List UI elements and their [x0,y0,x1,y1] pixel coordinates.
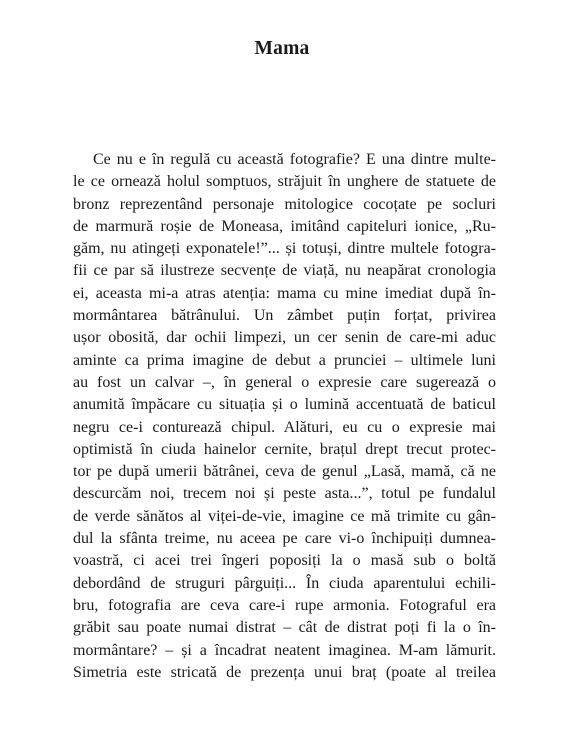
text-line: au fost un calvar –, în general o expresie care sugerează o [73,373,496,391]
text-line: bru, fotografia are ceva care-i rupe armonia. Fotograful era [73,596,496,614]
chapter-title: Mama [254,38,310,59]
text-line: le ce ornează holul somptuos, străjuit în unghere de statuete de [73,173,496,191]
text-line: de verde sănătos al viței-de-vie, imagine ce mă trimite cu gân- [73,507,496,525]
text-line: dul la sfânta treime, nu aceea pe care vi-o închipuiți dumnea- [73,530,496,548]
text-line: optimistă în ciuda hainelor cernite, brațul drept trecut protec- [73,440,496,458]
text-line: descurcăm noi, trecem noi și peste asta...”, totul pe fundalul [73,485,496,503]
text-line: anumită împăcare cu situația și o lumină accentuată de baticul [73,396,496,414]
body-text [73,149,496,684]
text-line: ușor obosită, dar ochii limpezi, un cer senin de care-mi aduc [73,329,496,347]
text-line: voastră, ci acei trei îngeri poposiți la o masă sub o boltă [73,552,496,570]
text-line: Simetria este stricată de prezența unui braț (poate al treilea [73,663,496,681]
text-line: mormântare? – și a încadrat neatent imaginea. M-am lămurit. [73,641,496,659]
text-line: bronz reprezentând personaje mitologice cocoțate pe socluri [73,195,496,213]
text-line: tor pe după umerii bătrânei, ceva de genul „Lasă, mamă, că ne [73,463,496,481]
text-line: grăbit sau poate numai distrat – cât de distrat poți fi la o în- [73,619,496,637]
text-line: de marmură roșie de Moneasa, imitând capiteluri ionice, „Ru- [73,217,496,235]
text-line: ei, aceasta mi-a atras atenția: mama cu mine imediat după în- [73,284,496,302]
text-line: mormântarea bătrânului. Un zâmbet puțin forțat, privirea [73,307,496,325]
text-line: debordând de struguri pârguiți... În ciuda aparentului echili- [73,574,496,592]
text-line: negru ce-i conturează chipul. Alături, eu cu o expresie mai [73,418,496,436]
text-line: găm, nu atingeți exponatele!”... și totuși, dintre multele fotogra- [73,240,496,258]
text-line: fii ce par să ilustreze secvențe de viață, nu neapărat cronologia [73,262,496,280]
text-line: aminte ca prima imagine de debut a pruncieі – ultimele luni [73,351,496,369]
text-line: Ce nu e în regulă cu această fotografie? E una dintre multe- [93,151,496,168]
